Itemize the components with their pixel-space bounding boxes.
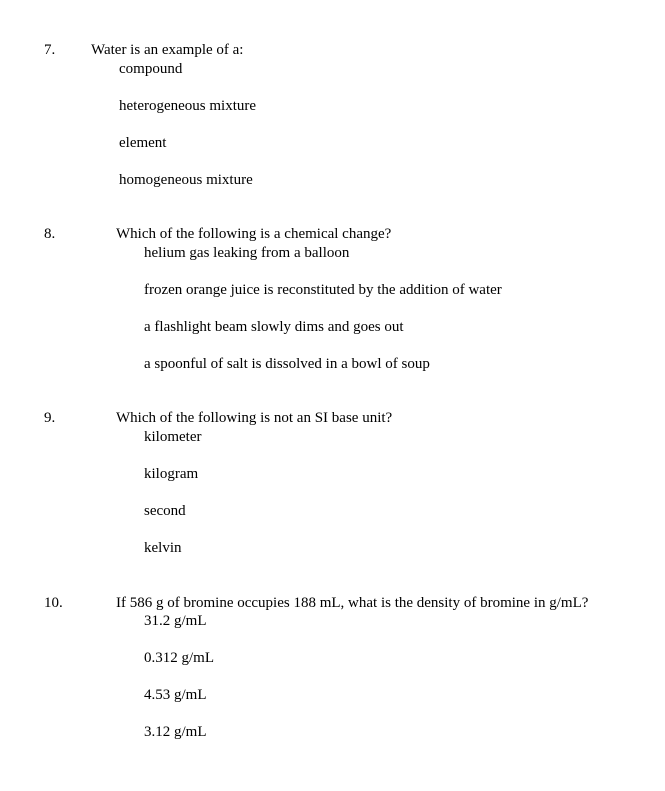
- question-10-option-3: 4.53 g/mL: [144, 687, 207, 703]
- question-9-option-2: kilogram: [144, 466, 199, 482]
- question-7-option-3: element: [119, 135, 167, 151]
- question-9-option-1: kilometer: [144, 429, 202, 445]
- question-8-number: 8.: [44, 226, 56, 242]
- question-10-option-2: 0.312 g/mL: [144, 650, 214, 666]
- question-10-number: 10.: [44, 595, 63, 611]
- question-9-option-3: second: [144, 503, 186, 519]
- question-8-option-4: a spoonful of salt is dissolved in a bowl of soup: [144, 356, 430, 372]
- question-8-option-1: helium gas leaking from a balloon: [144, 245, 350, 261]
- question-8-option-2: frozen orange juice is reconstituted by the addition of water: [144, 282, 502, 298]
- question-7-option-2: heterogeneous mixture: [119, 98, 257, 114]
- question-7-text: Water is an example of a:: [91, 42, 244, 58]
- question-8-option-3: a flashlight beam slowly dims and goes out: [144, 319, 404, 335]
- question-8-text: Which of the following is a chemical change?: [116, 226, 392, 242]
- question-10-option-1: 31.2 g/mL: [144, 613, 207, 629]
- question-9-number: 9.: [44, 410, 56, 426]
- question-10-option-4: 3.12 g/mL: [144, 724, 207, 740]
- question-7-option-1: compound: [119, 61, 183, 77]
- question-9-option-4: kelvin: [144, 540, 182, 556]
- question-9-text: Which of the following is not an SI base unit?: [116, 410, 393, 426]
- question-7-option-4: homogeneous mixture: [119, 172, 253, 188]
- question-7-number: 7.: [44, 42, 56, 58]
- question-10-text: If 586 g of bromine occupies 188 mL, what is the density of bromine in g/mL?: [116, 595, 589, 611]
